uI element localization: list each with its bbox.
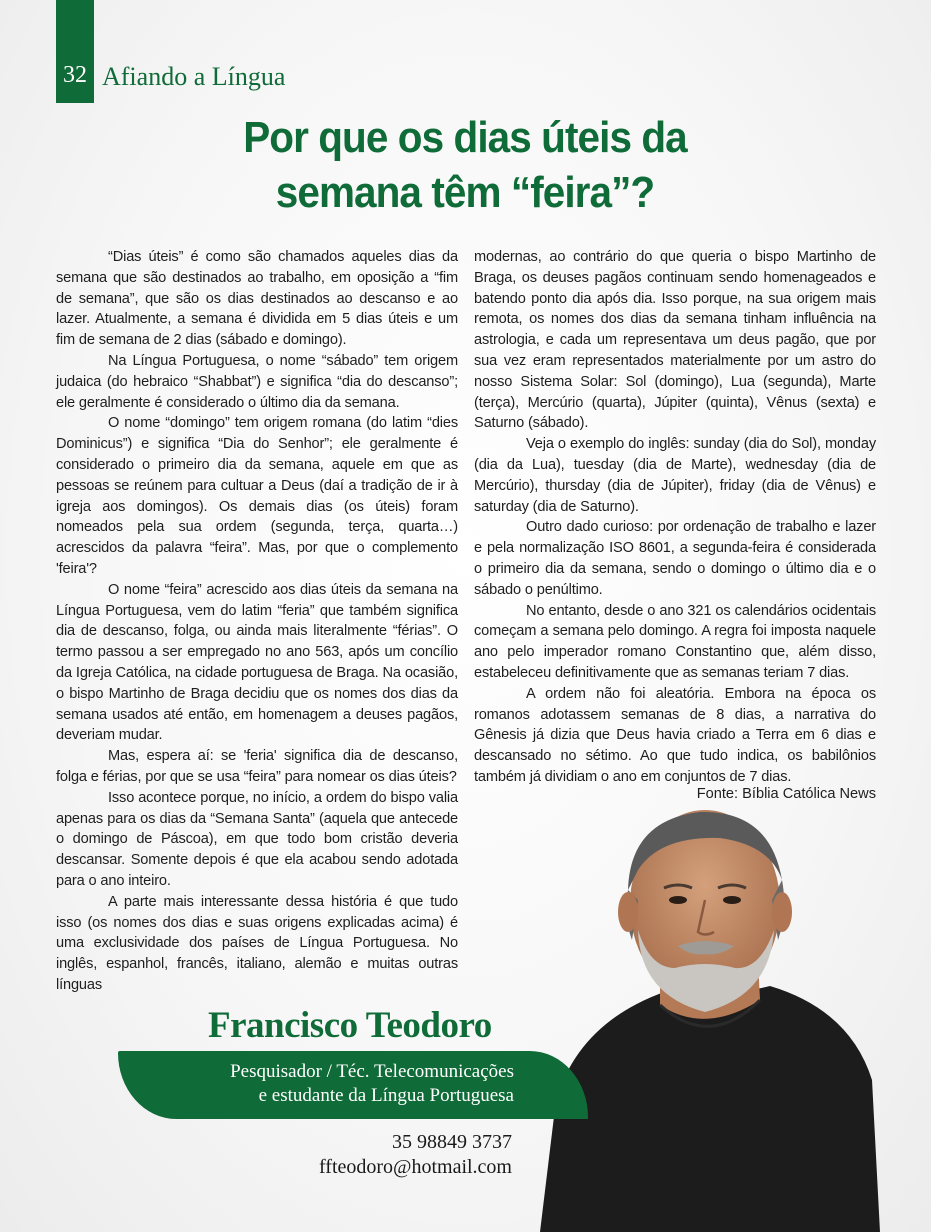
paragraph: A ordem não foi aleatória. Embora na época os romanos adotassem semanas de 8 dias, a narrativa do Gênesis já dizia que Deus havia criado a Terra em 6 dias e descansado no sétimo. Ao que tudo indica, os babilônios também já dividiam o ano em conjuntos de 7 dias. — [474, 685, 876, 785]
article-title — [148, 110, 783, 220]
author-photo — [520, 800, 900, 1232]
article-left-column — [56, 247, 458, 996]
paragraph: “Dias úteis” é como são chamados aqueles dias da semana que são destinados ao trabalho, em oposição a “fim de semana”, que são os dias destinados ao descanso e ao lazer. Atualmente, a semana é dividida em 5 dias úteis e um fim de semana de 2 dias (sábado e domingo). — [56, 249, 458, 349]
paragraph: Na Língua Portuguesa, o nome “sábado” tem origem judaica (do hebraico “Shabbat”) e significa “dia do descanso”; ele geralmente é considerado o último dia da semana. — [56, 352, 458, 411]
page-number: 32 — [63, 62, 87, 88]
article-title-line-2: semana têm “feira”? — [275, 168, 655, 217]
paragraph: O nome “feira” acrescido aos dias úteis da semana na Língua Portuguesa, vem do latim “feria” que também significa dia de descanso, folga, ou ainda mais literalmente “férias”. O termo passou a ser empregado no ano 563, após um concílio da Igreja Católica, na cidade portuguesa de Braga. Na ocasião, o bispo Martinho de Braga decidiu que os nomes dos dias da semana usados até então, em homenagem a deuses pagãos, deveriam mudar. — [56, 581, 458, 744]
paragraph: Isso acontece porque, no início, a ordem do bispo valia apenas para os dias da “Semana Santa” (aquela que antecede o domingo de Páscoa), em que todo bom cristão deveria descansar. Somente depois é que ela acabou sendo adotada para o ano inteiro. — [56, 789, 458, 889]
author-role — [118, 1060, 514, 1108]
author-contact — [200, 1130, 512, 1180]
paragraph: No entanto, desde o ano 321 os calendários ocidentais começam a semana pelo domingo. A regra foi imposta naquele ano pelo imperador romano Constantino que, além disso, estabeleceu definitivamente que as semanas teriam 7 dias. — [474, 602, 876, 681]
author-email[interactable]: ffteodoro@hotmail.com — [318, 1156, 512, 1178]
paragraph: modernas, ao contrário do que queria o bispo Martinho de Braga, os deuses pagãos continuam sendo homenageados e batendo ponto dia após dia. Isso porque, na sua origem mais remota, os nomes dos dias da semana tinham influência na astrologia, e cada um representava um deus pagão, que por sua vez eram representados materialmente por um astro do nosso Sistema Solar: Sol (domingo), Lua (segunda), Marte (terça), Mercúrio (quarta), Júpiter (quinta), Vênus (sexta) e Saturno (sábado). — [474, 249, 876, 432]
paragraph: Outro dado curioso: por ordenação de trabalho e lazer e pela normalização ISO 8601, a segunda-feira é considerada o primeiro dia da semana, sendo o domingo o último dia e o sábado o penúltimo. — [474, 519, 876, 598]
author-phone: 35 98849 3737 — [392, 1131, 512, 1153]
article-right-column — [474, 247, 876, 788]
author-name: Francisco Teodoro — [208, 1005, 492, 1046]
paragraph: Mas, espera aí: se 'feria' significa dia de descanso, folga e férias, por que se usa “feira” para nomear os dias úteis? — [56, 748, 458, 785]
source-credit: Fonte: Bíblia Católica News — [696, 786, 876, 802]
section-title: Afiando a Língua — [102, 62, 286, 91]
article-title-line-1: Por que os dias úteis da — [243, 113, 687, 162]
paragraph: A parte mais interessante dessa história é que tudo isso (os nomes dos dias e suas origens explicadas acima) é uma exclusividade dos países de Língua Portuguesa. No inglês, espanhol, francês, italiano, alemão e muitas outras línguas — [56, 893, 458, 993]
author-role-line-2: e estudante da Língua Portuguesa — [258, 1085, 514, 1106]
author-role-line-1: Pesquisador / Téc. Telecomunicações — [230, 1061, 514, 1082]
paragraph: O nome “domingo” tem origem romana (do latim “dies Dominicus”) e significa “Dia do Senhor”; ele geralmente é considerado o primeiro dia da semana, aquele em que as pessoas se reúnem para cultuar a Deus (daí a tradição de ir à igreja aos domingos). Os demais dias (os úteis) foram nomeados pela sua ordem (segunda, terça, quarta…) acrescidos da palavra “feira”. Mas, por que o complemento 'feira'? — [56, 415, 458, 577]
paragraph: Veja o exemplo do inglês: sunday (dia do Sol), monday (dia da Lua), tuesday (dia de Marte), wednesday (dia de Mercúrio), thursday (dia de Júpiter), friday (dia de Vênus) e saturday (dia de Saturno). — [474, 436, 876, 515]
